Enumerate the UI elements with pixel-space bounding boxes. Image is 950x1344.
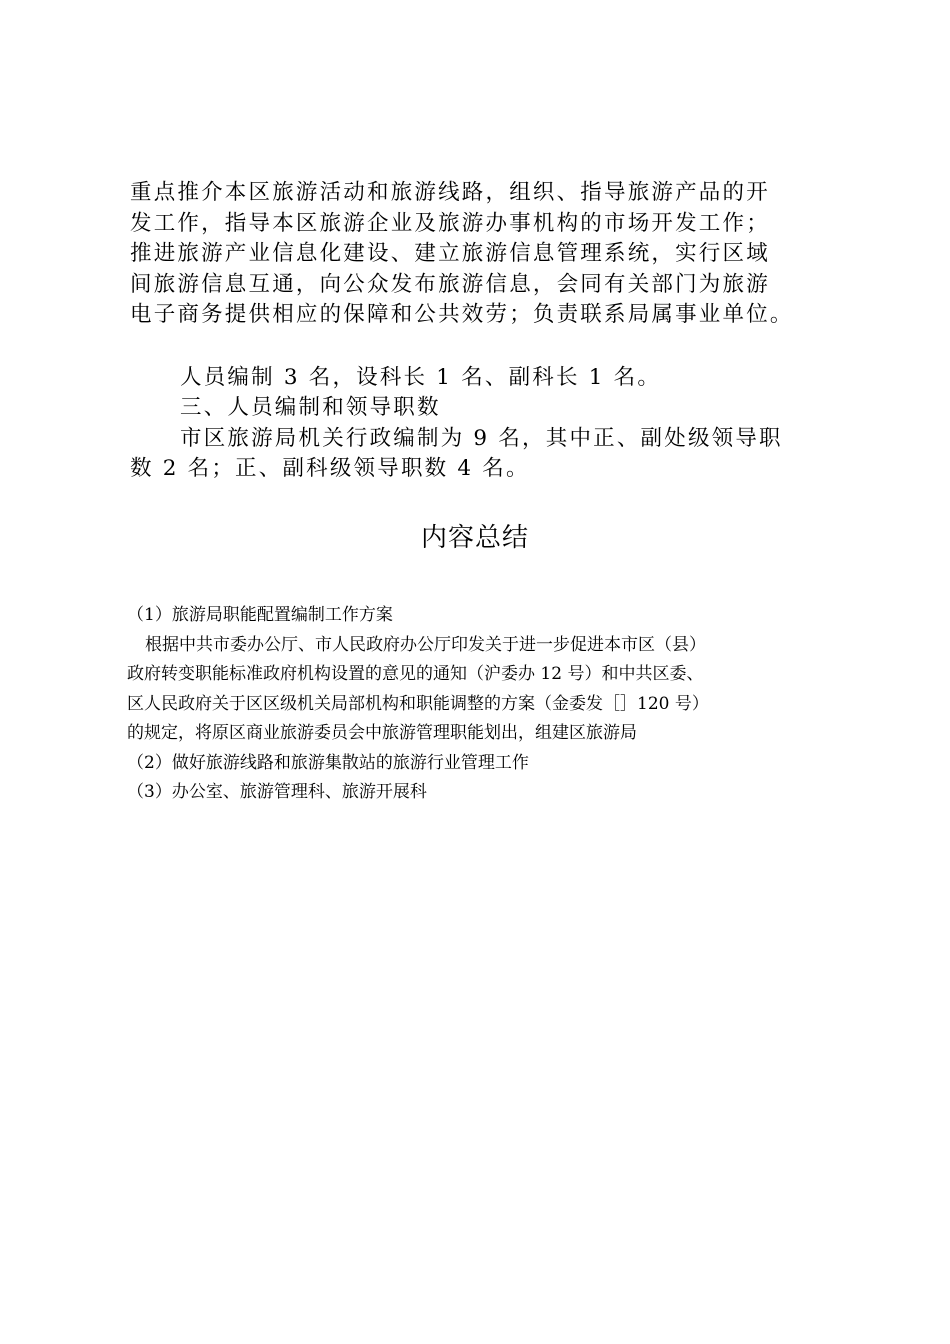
summary-item-title: （1）旅游局职能配置编制工作方案	[127, 605, 393, 625]
summary-block	[127, 601, 847, 808]
staffing-line: 人员编制 3 名，设科长 1 名、副科长 1 名。	[180, 364, 662, 390]
paragraph-line: 推进旅游产业信息化建设、建立旅游信息管理系统，实行区域	[130, 241, 770, 266]
paragraph-line: 发工作，指导本区旅游企业及旅游办事机构的市场开发工作；	[130, 210, 770, 236]
summary-item-body-line: 区人民政府关于区区级机关局部机构和职能调整的方案（金委发［］120 号）	[127, 693, 709, 714]
section-line: 数 2 名；正、副科级领导职数 4 名。	[130, 456, 530, 481]
summary-item-body-line: 根据中共市委办公厅、市人民政府办公厅印发关于进一步促进本市区（县）	[145, 634, 706, 655]
summary-item: （2）做好旅游线路和旅游集散站的旅游行业管理工作	[127, 752, 529, 773]
section-line: 市区旅游局机关行政编制为 9 名，其中正、副处级领导职	[180, 425, 783, 451]
paragraph-gap	[130, 331, 830, 363]
summary-title: 内容总结	[420, 523, 529, 553]
section-heading: 三、人员编制和领导职数	[180, 395, 441, 420]
summary-item-body-line: 的规定，将原区商业旅游委员会中旅游管理职能划出，组建区旅游局	[127, 723, 637, 743]
paragraph-line: 间旅游信息互通，向公众发布旅游信息，会同有关部门为旅游	[130, 271, 770, 297]
body-text-block	[130, 178, 830, 485]
paragraph-line: 电子商务提供相应的保障和公共效劳；负责联系局属事业单位。	[130, 302, 794, 327]
paragraph-line: 重点推介本区旅游活动和旅游线路，组织、指导旅游产品的开	[130, 180, 770, 205]
summary-item: （3）办公室、旅游管理科、旅游开展科	[127, 782, 427, 802]
summary-item-body-line: 政府转变职能标准政府机构设置的意见的通知（沪委办 12 号）和中共区委、	[127, 664, 704, 684]
